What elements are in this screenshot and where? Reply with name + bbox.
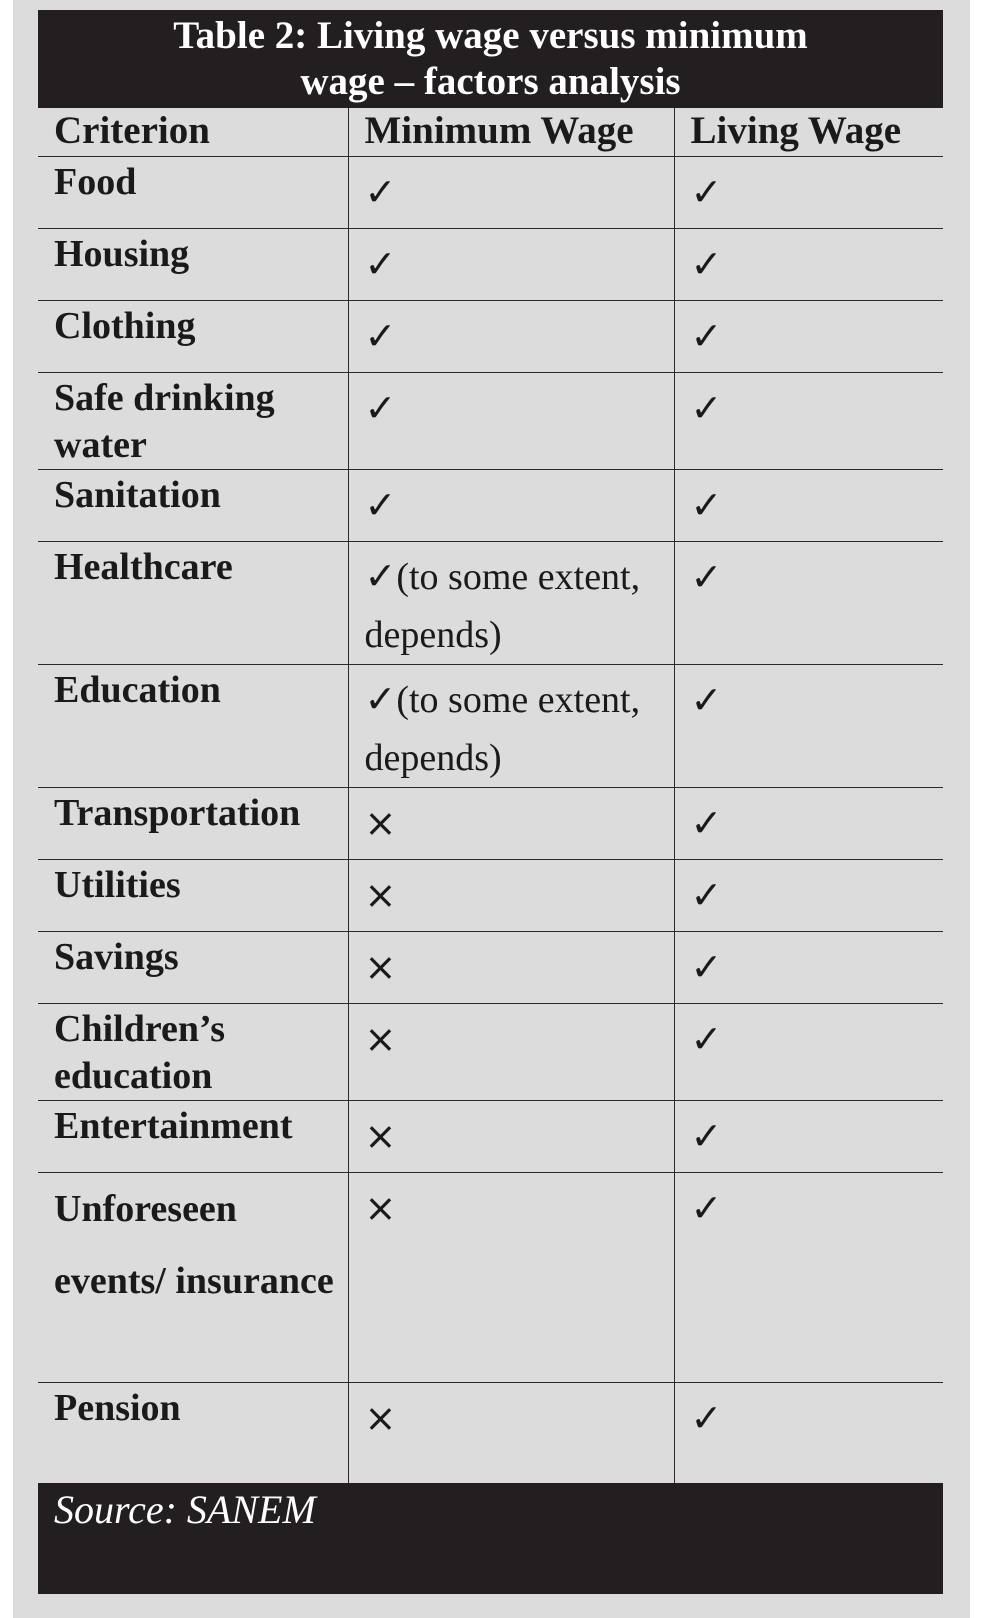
criterion-cell: Healthcare <box>38 542 348 665</box>
criterion-cell: Utilities <box>38 860 348 932</box>
minimum-wage-cell: × <box>348 1101 674 1173</box>
table-row <box>38 1383 943 1489</box>
criterion-cell: Education <box>38 665 348 788</box>
header-criterion: Criterion <box>38 108 348 157</box>
minimum-wage-cell: × <box>348 932 674 1004</box>
living-wage-cell: ✓ <box>674 860 943 932</box>
criterion-cell: Children’s education <box>38 1004 348 1101</box>
table-row <box>38 470 943 542</box>
table-row <box>38 1004 943 1101</box>
table-row <box>38 229 943 301</box>
criterion-cell: Sanitation <box>38 470 348 542</box>
table-figure <box>38 10 943 1594</box>
living-wage-cell: ✓ <box>674 1004 943 1101</box>
table-row <box>38 373 943 470</box>
header-minimum-wage: Minimum Wage <box>348 108 674 157</box>
minimum-wage-cell: × <box>348 788 674 860</box>
table-title <box>38 10 943 108</box>
table-row <box>38 932 943 1004</box>
table-row <box>38 542 943 665</box>
living-wage-cell: ✓ <box>674 788 943 860</box>
table-row <box>38 860 943 932</box>
minimum-wage-cell: × <box>348 1004 674 1101</box>
table-row <box>38 1101 943 1173</box>
living-wage-cell: ✓ <box>674 1383 943 1489</box>
criterion-cell: Food <box>38 157 348 229</box>
living-wage-cell: ✓ <box>674 932 943 1004</box>
criterion-cell: Clothing <box>38 301 348 373</box>
table-title-line-2: wage – factors analysis <box>300 60 681 103</box>
criterion-cell: Safe drinking water <box>38 373 348 470</box>
criterion-cell: Housing <box>38 229 348 301</box>
minimum-wage-cell: × <box>348 860 674 932</box>
table-row <box>38 665 943 788</box>
living-wage-cell: ✓ <box>674 542 943 665</box>
table-title-line-1: Table 2: Living wage versus minimum <box>173 14 808 57</box>
criterion-cell: Entertainment <box>38 1101 348 1173</box>
table-row <box>38 788 943 860</box>
living-wage-cell: ✓ <box>674 1173 943 1383</box>
minimum-wage-cell: ✓ <box>348 470 674 542</box>
minimum-wage-cell: ✓ <box>348 229 674 301</box>
living-wage-cell: ✓ <box>674 1101 943 1173</box>
living-wage-cell: ✓ <box>674 665 943 788</box>
living-wage-cell: ✓ <box>674 470 943 542</box>
header-living-wage: Living Wage <box>674 108 943 157</box>
minimum-wage-cell: × <box>348 1173 674 1383</box>
factors-table <box>38 108 943 1489</box>
table-row <box>38 1173 943 1383</box>
minimum-wage-cell: × <box>348 1383 674 1489</box>
minimum-wage-cell: ✓ <box>348 157 674 229</box>
minimum-wage-cell: ✓ <box>348 301 674 373</box>
criterion-cell: Pension <box>38 1383 348 1489</box>
living-wage-cell: ✓ <box>674 157 943 229</box>
table-row <box>38 301 943 373</box>
minimum-wage-cell: ✓ <box>348 373 674 470</box>
living-wage-cell: ✓ <box>674 229 943 301</box>
header-row <box>38 108 943 157</box>
table-row <box>38 157 943 229</box>
source-note: Source: SANEM <box>38 1483 943 1594</box>
living-wage-cell: ✓ <box>674 373 943 470</box>
criterion-cell: Transportation <box>38 788 348 860</box>
minimum-wage-cell: ✓(to some extent, depends) <box>348 665 674 788</box>
living-wage-cell: ✓ <box>674 301 943 373</box>
criterion-cell: Savings <box>38 932 348 1004</box>
criterion-cell: Unforeseen events/ insurance <box>38 1173 348 1383</box>
minimum-wage-cell: ✓(to some extent, depends) <box>348 542 674 665</box>
